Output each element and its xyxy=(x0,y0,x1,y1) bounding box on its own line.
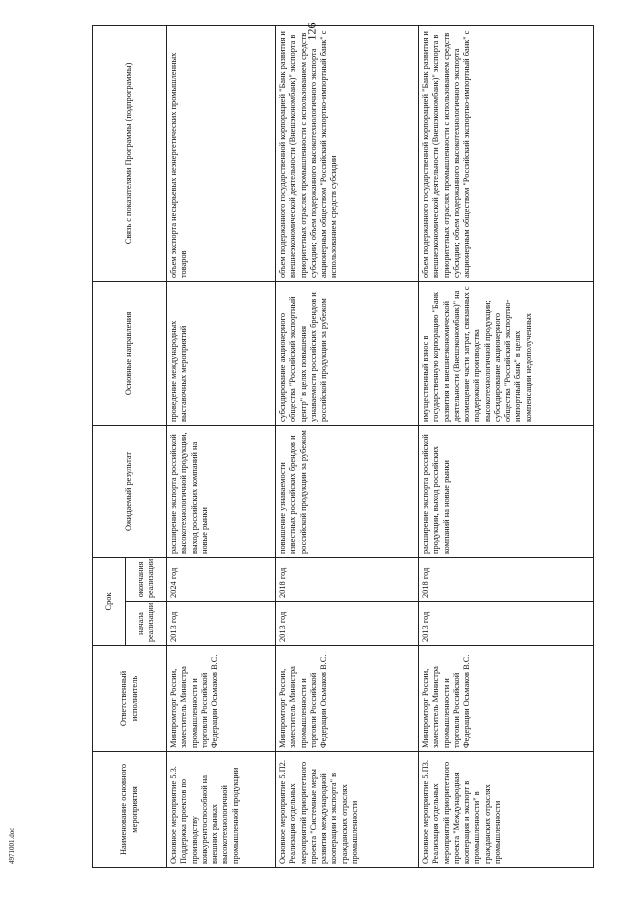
cell-link: объем подержанного государственной корпорацией "Банк развития и внешнеэкономической деятельности (Внешэкономбанк)" экспорта в приоритетных отраслях промышленности с использованием средств субсидии; объем подержанного высокотехнологичного экспорта акционерным обществом "Российский экспортно-импортный банк" с использованием средств субсидии xyxy=(276,26,419,282)
table-row xyxy=(167,26,276,868)
header-row xyxy=(93,26,126,868)
cell-link: объем подержанного государственной корпорацией "Банк развития и внешнеэкономической деятельности (Внешэкономбанк)" экспорта в приоритетных отраслях промышленности с использованием средств субсидии; объем подержанного высокотехнологичного экспорта акционерным обществом "Российский экспортно-импортный банк" с xyxy=(419,26,594,282)
cell-name: Основное мероприятие 5.П2. Реализация отдельных мероприятий приоритетного проекта "Системные меры развития международной кооперации и экспорта" в гражданских отраслях промышленности xyxy=(276,752,419,868)
cell-directions: субсидирование акционерного общества "Российский экспортный центр" в целях повышения узнаваемости российских брендов и российской продукции за рубежом xyxy=(276,282,419,426)
cell-executor: Минпромторг России, заместитель Министра промышленности и торговли Российской Федерации Осьмаков В.С. xyxy=(276,646,419,752)
cell-name: Основное мероприятие 5.3. Поддержка проектов по производству конкурентоспособной на внешних рынках высокотехнологичной промышленной продукции xyxy=(167,752,276,868)
cell-start: 2013 год xyxy=(167,602,276,646)
document-code xyxy=(8,828,16,864)
cell-end: 2018 год xyxy=(276,558,419,602)
header-executor: Ответственный исполнитель xyxy=(93,646,167,752)
table-row xyxy=(276,26,419,868)
cell-start: 2013 год xyxy=(419,602,594,646)
table-row xyxy=(419,26,594,868)
header-result: Ожидаемый результат xyxy=(93,426,167,558)
header-end: окончания реализации xyxy=(126,558,167,602)
cell-result: расширение экспорта российской продукции, выход российских компаний на новые рынки xyxy=(419,426,594,558)
program-table xyxy=(92,25,594,868)
header-name: Наименование основного мероприятия xyxy=(93,752,167,868)
cell-executor: Минпромторг России, заместитель Министра промышленности и торговли Российской Федерации Осьмаков В.С. xyxy=(167,646,276,752)
cell-start: 2013 год xyxy=(276,602,419,646)
cell-result: повышение узнаваемости известных российских брендов и российской продукции за рубежом xyxy=(276,426,419,558)
cell-end: 2024 год xyxy=(167,558,276,602)
document-code-text: 4971001.doc xyxy=(8,827,16,864)
page-number: 126 xyxy=(304,22,319,41)
rotated-page xyxy=(92,26,632,868)
cell-name: Основное мероприятие 5.П3. Реализация отдельных мероприятий приоритетного проекта "Международная кооперация и экспорт в промышленности" в гражданских отраслях промышленности xyxy=(419,752,594,868)
header-term: Срок xyxy=(93,558,126,646)
cell-executor: Минпромторг России, заместитель Министра промышленности и торговли Российской Федерации Осьмаков В.С. xyxy=(419,646,594,752)
cell-directions: имущественный взнос в государственную корпорацию "Банк развития и внешнеэкономической деятельности (Внешэкономбанк)" на возмещение части затрат, связанных с поддержкой производства высокотехнологичной продукции; субсидирование акционерного общества "Российский экспортно-импортный банк" в целях компенсации недополученных xyxy=(419,282,594,426)
cell-end: 2018 год xyxy=(419,558,594,602)
cell-result: расширение экспорта российской высокотехнологичной продукции, выход российских компаний на новые рынки xyxy=(167,426,276,558)
header-directions: Основные направления xyxy=(93,282,167,426)
header-start: начала реализации xyxy=(126,602,167,646)
header-link: Связь с показателями Программы (подпрограммы) xyxy=(93,26,167,282)
cell-link: объем экспорта несырьевых неэнергетических промышленных товаров xyxy=(167,26,276,282)
cell-directions: проведение международных выставочных мероприятий xyxy=(167,282,276,426)
